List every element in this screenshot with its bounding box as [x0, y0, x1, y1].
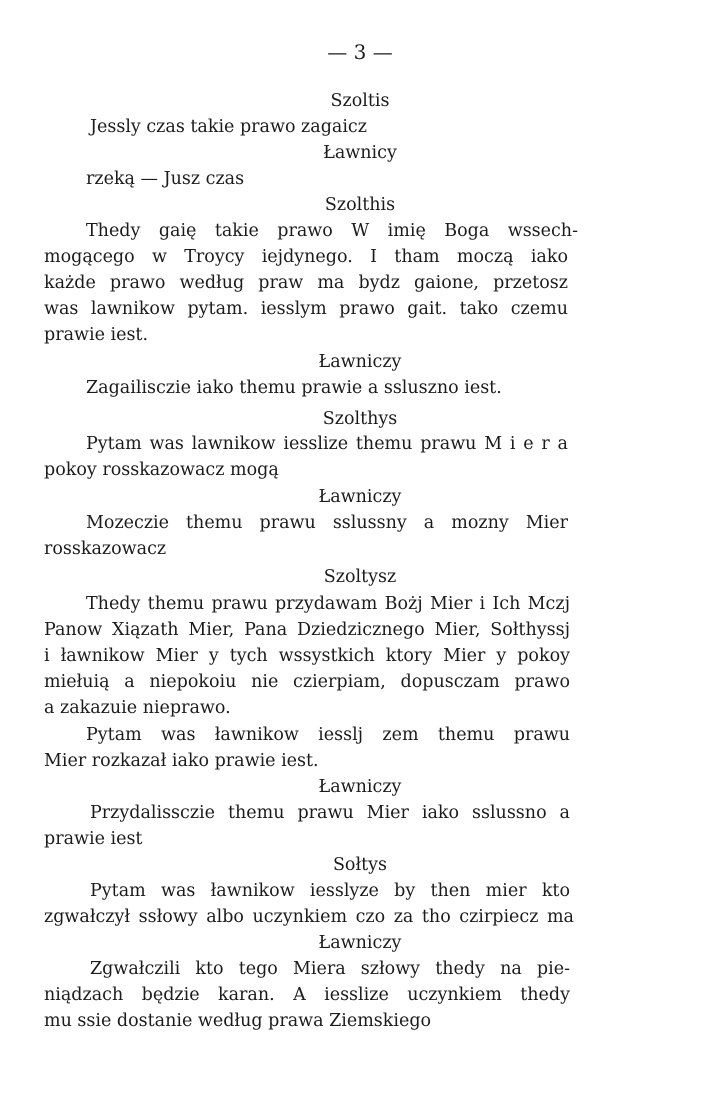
text-line: prawie iest: [44, 829, 143, 849]
speaker-label: Szoltis: [330, 91, 390, 111]
text-line: a zakazuie nieprawo.: [44, 698, 231, 718]
speaker-label: Szolthys: [322, 409, 398, 429]
speaker-label: Ławniczy: [318, 352, 402, 372]
text-line: Thedy themu prawu przydawam Bożj Mier i Ich Mczj: [86, 594, 570, 614]
speaker-label: Sołtys: [332, 855, 388, 875]
text-line: Pytam was lawnikow iesslize themu prawu M i e r a: [86, 434, 568, 454]
text-line: Przydalissczie themu prawu Mier iako sslussno a: [90, 803, 570, 823]
speaker-label: Szolthis: [324, 195, 396, 215]
text-line: mu ssie dostanie według prawa Ziemskiego: [44, 1011, 432, 1031]
text-line: niądzach będzie karan. A iesslize uczynkiem thedy: [44, 985, 570, 1005]
text-line: Mier rozkazał iako prawie iest.: [44, 751, 319, 771]
text-line: Thedy gaię takie prawo W imię Boga wssech-: [86, 221, 578, 241]
speaker-label: Ławniczy: [318, 487, 402, 507]
speaker-label: Szoltysz: [323, 567, 397, 587]
text-line: mogącego w Troycy iejdynego. I tham moczą iako: [44, 247, 568, 267]
text-line: zgwałczył ssłowy albo uczynkiem czo za tho czirpiecz ma: [44, 907, 574, 927]
text-line: Pytam was ławnikow iesslyze by then mier kto: [90, 881, 570, 901]
speaker-label: Ławnicy: [323, 143, 397, 163]
text-line: pokoy rosskazowacz mogą: [44, 460, 279, 480]
speaker-label: Ławniczy: [318, 933, 402, 953]
text-line: i ławnikow Mier y tych wssystkich ktory Mier y pokoy: [44, 646, 570, 666]
text-line: Jessly czas takie prawo zagaicz: [90, 117, 367, 137]
text-line: Zagailisczie iako themu prawie a ssluszno iest.: [86, 378, 502, 398]
text-line: Zgwałczili kto tego Miera szłowy thedy na pie-: [90, 959, 570, 979]
speaker-label: Ławniczy: [318, 777, 402, 797]
text-line: każde prawo według praw ma bydz gaione, przetosz: [44, 273, 568, 293]
text-line: Pytam was ławnikow iesslj zem themu prawu: [86, 725, 570, 745]
text-line: prawie iest.: [44, 325, 149, 345]
text-line: rosskazowacz: [44, 539, 167, 559]
text-line: miełuią a niepokoiu nie czierpiam, dopusczam prawo: [44, 672, 570, 692]
text-line: Panow Xiązath Mier, Pana Dziedzicznego Mier, Sołthyssj: [44, 620, 570, 640]
text-line: rzeką — Jusz czas: [86, 169, 245, 189]
text-line: Mozeczie themu prawu sslussny a mozny Mier: [86, 513, 568, 533]
page-number: — 3 —: [327, 40, 393, 64]
text-line: was lawnikow pytam. iesslym prawo gait. tako czemu: [44, 299, 568, 319]
